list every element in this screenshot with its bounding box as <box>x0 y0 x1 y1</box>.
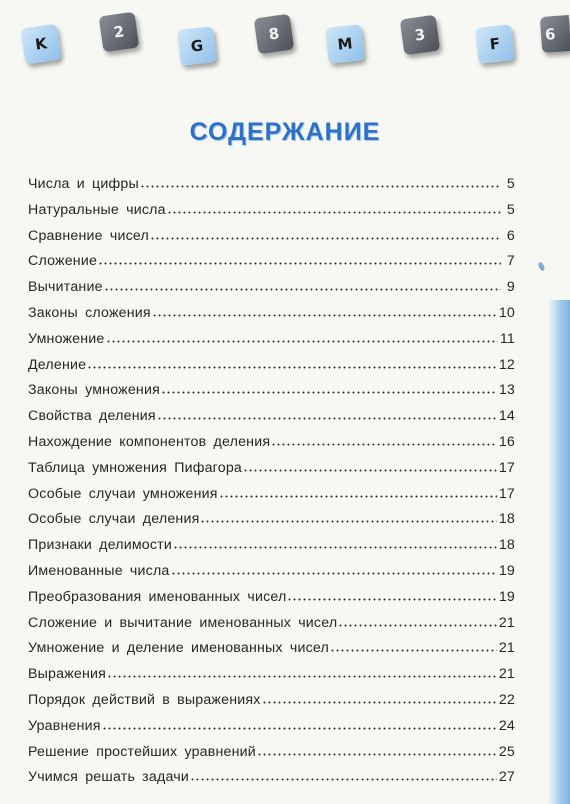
dot-leader <box>219 488 497 498</box>
dot-leader <box>271 436 497 446</box>
toc-entry-page-number: 19 <box>498 562 515 579</box>
toc-entry-title: Особые случаи умножения <box>28 485 218 502</box>
toc-entry <box>28 563 515 589</box>
toc-entry-title: Сложение и вычитание именованных чисел <box>28 614 338 631</box>
dot-leader <box>98 255 501 265</box>
dot-leader <box>338 617 497 627</box>
toc-entry <box>28 228 515 254</box>
toc-entry-page-number: 21 <box>498 640 515 657</box>
toc-entry-page-number: 5 <box>506 176 515 192</box>
toc-entry-page-number: 17 <box>498 459 515 476</box>
toc-entry-page-number: 24 <box>498 717 515 734</box>
toc-entry <box>28 434 515 460</box>
toc-entry-page-number: 7 <box>506 253 515 270</box>
toc-entry-title: Вычитание <box>28 279 103 296</box>
toc-entry-page-number: 18 <box>498 511 515 528</box>
toc-entry <box>28 253 515 279</box>
toc-entry-title: Умножение и деление именованных чисел <box>28 640 329 657</box>
tile-letter: G <box>189 36 205 56</box>
toc-entry-title: Выражения <box>28 666 107 683</box>
tile-5 <box>400 15 441 56</box>
dot-leader <box>262 694 497 704</box>
toc-entry-title: Признаки делимости <box>28 537 172 554</box>
toc-entry <box>28 589 515 615</box>
toc-entry-title: Натуральные числа <box>28 201 166 218</box>
toc-entry-page-number: 14 <box>498 408 515 425</box>
toc-entry <box>28 408 515 434</box>
tile-letter: 3 <box>413 25 427 45</box>
dot-leader <box>150 230 501 240</box>
dot-leader <box>257 746 497 756</box>
tile-letter: 2 <box>112 22 126 42</box>
tile-4 <box>325 24 365 64</box>
toc-entry <box>28 331 515 357</box>
tile-7 <box>540 15 570 53</box>
toc-entry <box>28 279 515 305</box>
toc-entry-page-number: 21 <box>498 666 515 683</box>
tile-1 <box>99 12 140 53</box>
toc-entry <box>28 486 515 512</box>
toc-entry <box>28 382 515 408</box>
toc-entry <box>28 666 515 692</box>
toc-entry-title: Числа и цифры <box>28 176 139 192</box>
toc-entry-title: Учимся решать задачи <box>28 769 189 786</box>
dot-leader <box>161 384 497 394</box>
dot-leader <box>173 539 497 549</box>
tile-letter: F <box>488 34 502 54</box>
dot-leader <box>200 513 496 523</box>
toc-entry <box>28 537 515 563</box>
toc-entry-title: Таблица умножения Пифагора <box>28 459 243 476</box>
dot-leader <box>106 333 498 343</box>
dot-leader <box>171 565 497 575</box>
toc-entry-title: Деление <box>28 356 87 373</box>
tile-letter: 8 <box>267 24 281 44</box>
toc-entry-page-number: 17 <box>498 485 515 502</box>
tile-6 <box>475 24 515 64</box>
toc-entry-page-number: 21 <box>498 614 515 631</box>
dot-leader <box>152 307 497 317</box>
toc-entry <box>28 202 515 228</box>
tile-3 <box>254 14 295 55</box>
dot-leader <box>243 462 497 472</box>
toc-entry <box>28 718 515 744</box>
toc-entry <box>28 357 515 383</box>
toc-entry-title: Сложение <box>28 253 98 270</box>
toc-entry-title: Законы умножения <box>28 382 160 399</box>
toc-entry <box>28 769 515 795</box>
toc-entry-page-number: 11 <box>499 330 515 347</box>
edge-decoration-dot <box>537 261 545 271</box>
toc-entry-page-number: 18 <box>498 537 515 554</box>
toc-entry-title: Свойства деления <box>28 408 156 425</box>
toc-entry-title: Законы сложения <box>28 304 151 321</box>
toc-entry-page-number: 12 <box>498 356 515 373</box>
page-title: СОДЕРЖАНИЕ <box>189 118 381 146</box>
toc-entry <box>28 640 515 666</box>
toc-entry-title: Сравнение чисел <box>28 227 149 244</box>
dot-leader <box>102 720 497 730</box>
dot-leader <box>167 204 501 214</box>
toc-entry <box>28 305 515 331</box>
toc-entry-page-number: 22 <box>498 691 515 708</box>
dot-leader <box>107 668 497 678</box>
dot-leader <box>87 359 497 369</box>
toc-entry-title: Порядок действий в выражениях <box>28 691 261 708</box>
tile-letter: 6 <box>544 25 557 44</box>
toc-entry <box>28 692 515 718</box>
edge-decoration-bar <box>548 300 570 804</box>
dot-leader <box>190 771 497 781</box>
toc-entry-page-number: 5 <box>506 201 515 218</box>
toc-entry-page-number: 25 <box>498 743 515 760</box>
dot-leader <box>157 410 497 420</box>
dot-leader <box>330 642 497 652</box>
toc-entry <box>28 615 515 641</box>
table-of-contents <box>28 176 515 795</box>
toc-entry-title: Особые случаи деления <box>28 511 200 528</box>
toc-entry-title: Решение простейших уравнений <box>28 743 256 760</box>
toc-entry <box>28 744 515 770</box>
dot-leader <box>287 591 496 601</box>
toc-entry-title: Умножение <box>28 330 105 347</box>
tile-letter: M <box>336 34 354 54</box>
dot-leader <box>104 281 501 291</box>
toc-entry <box>28 460 515 486</box>
letter-tiles-strip <box>0 0 570 70</box>
toc-entry-title: Нахождение компонентов деления <box>28 433 271 450</box>
toc-entry-page-number: 16 <box>498 433 515 450</box>
tile-letter: K <box>33 34 49 54</box>
toc-entry-page-number: 19 <box>498 588 515 605</box>
tile-2 <box>177 26 217 66</box>
toc-entry-page-number: 6 <box>506 227 515 244</box>
dot-leader <box>140 178 501 188</box>
toc-entry-title: Именованные числа <box>28 562 170 579</box>
toc-entry-page-number: 9 <box>506 279 515 296</box>
toc-entry-page-number: 27 <box>498 769 515 786</box>
toc-entry-title: Преобразования именованных чисел <box>28 588 287 605</box>
toc-entry-title: Уравнения <box>28 717 101 734</box>
tile-0 <box>21 24 62 65</box>
toc-entry-page-number: 10 <box>498 304 515 321</box>
toc-entry-page-number: 13 <box>498 382 515 399</box>
toc-entry <box>28 511 515 537</box>
toc-entry <box>28 176 515 202</box>
